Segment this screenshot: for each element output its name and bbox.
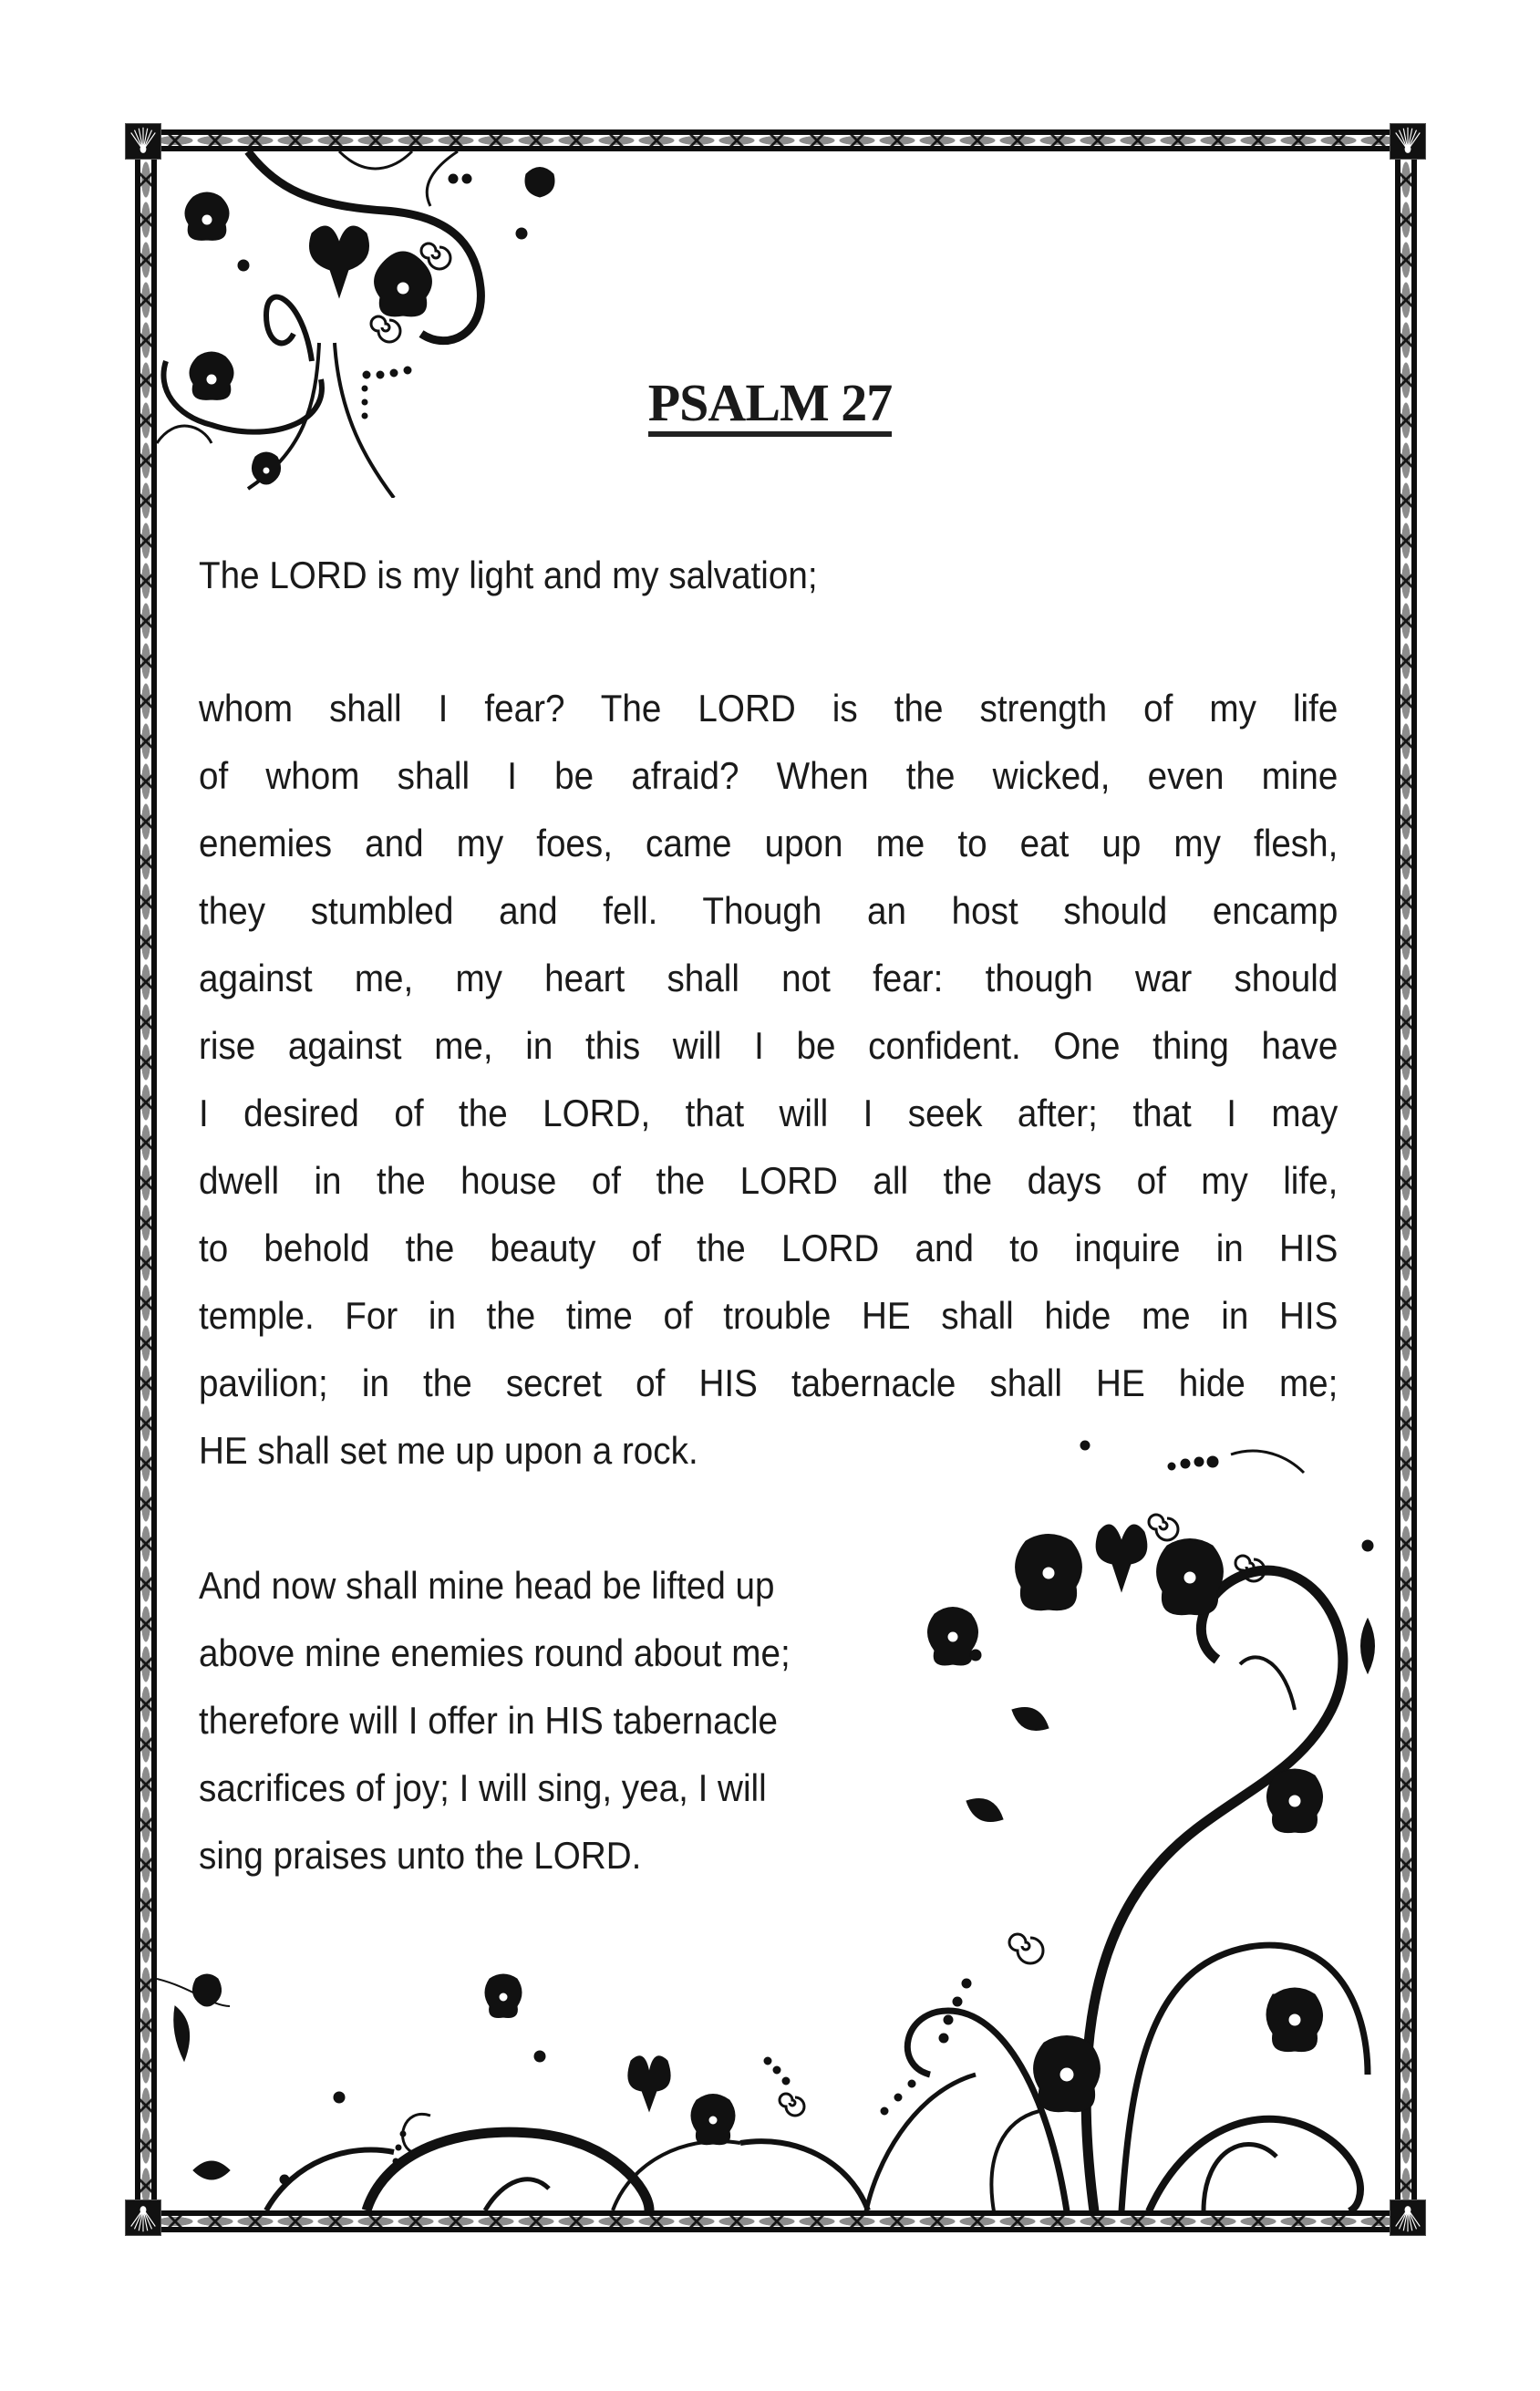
- opening-line: The LORD is my light and my salvation;: [199, 554, 818, 596]
- text-line: HE shall set me up upon a rock.: [199, 1429, 698, 1472]
- text-line: dwell in the house of the LORD all the days of my life,: [199, 1159, 1338, 1202]
- border-right: [1395, 160, 1417, 2202]
- text-line: of whom shall I be afraid? When the wicked, even mine: [199, 754, 1338, 797]
- text-line: enemies and my foes, came upon me to eat up my flesh,: [199, 822, 1338, 864]
- text-line: they stumbled and fell. Though an host should encamp: [199, 889, 1338, 932]
- text-line: temple. For in the time of trouble HE shall hide me in HIS: [199, 1294, 1338, 1337]
- text-line: therefore will I offer in HIS tabernacle: [199, 1699, 779, 1742]
- text-line: rise against me, in this will I be confident. One thing have: [199, 1024, 1338, 1067]
- text-line: sing praises unto the LORD.: [199, 1834, 642, 1877]
- title-text: PSALM 27: [648, 375, 893, 437]
- text-line: against me, my heart shall not fear: though war should: [199, 957, 1338, 999]
- text-line: above mine enemies round about me;: [199, 1631, 791, 1674]
- floral-swirl-bottom-left: [157, 1924, 886, 2210]
- text-line: And now shall mine head be lifted up: [199, 1564, 775, 1607]
- lotus-fan-icon: [1390, 2200, 1426, 2236]
- text-line: to behold the beauty of the LORD and to inquire in HIS: [199, 1227, 1338, 1269]
- lotus-fan-icon: [1390, 123, 1426, 160]
- paragraph-closing: [199, 1552, 954, 1889]
- lotus-fan-icon: [125, 123, 161, 160]
- border-top: [155, 129, 1390, 151]
- border-bottom: [155, 2210, 1390, 2232]
- text-line: whom shall I fear? The LORD is the strength of my life: [199, 687, 1338, 730]
- text-line: pavilion; in the secret of HIS tabernacle shall HE hide me;: [199, 1361, 1338, 1404]
- text-line: I desired of the LORD, that will I seek after; that I may: [199, 1092, 1338, 1134]
- lotus-fan-icon: [125, 2200, 161, 2236]
- border-left: [135, 160, 157, 2202]
- page-title: [0, 372, 1540, 437]
- paragraph-main: [199, 675, 1338, 1485]
- floral-swirl-top-left: [157, 151, 594, 498]
- text-line: sacrifices of joy; I will sing, yea, I will: [199, 1766, 767, 1809]
